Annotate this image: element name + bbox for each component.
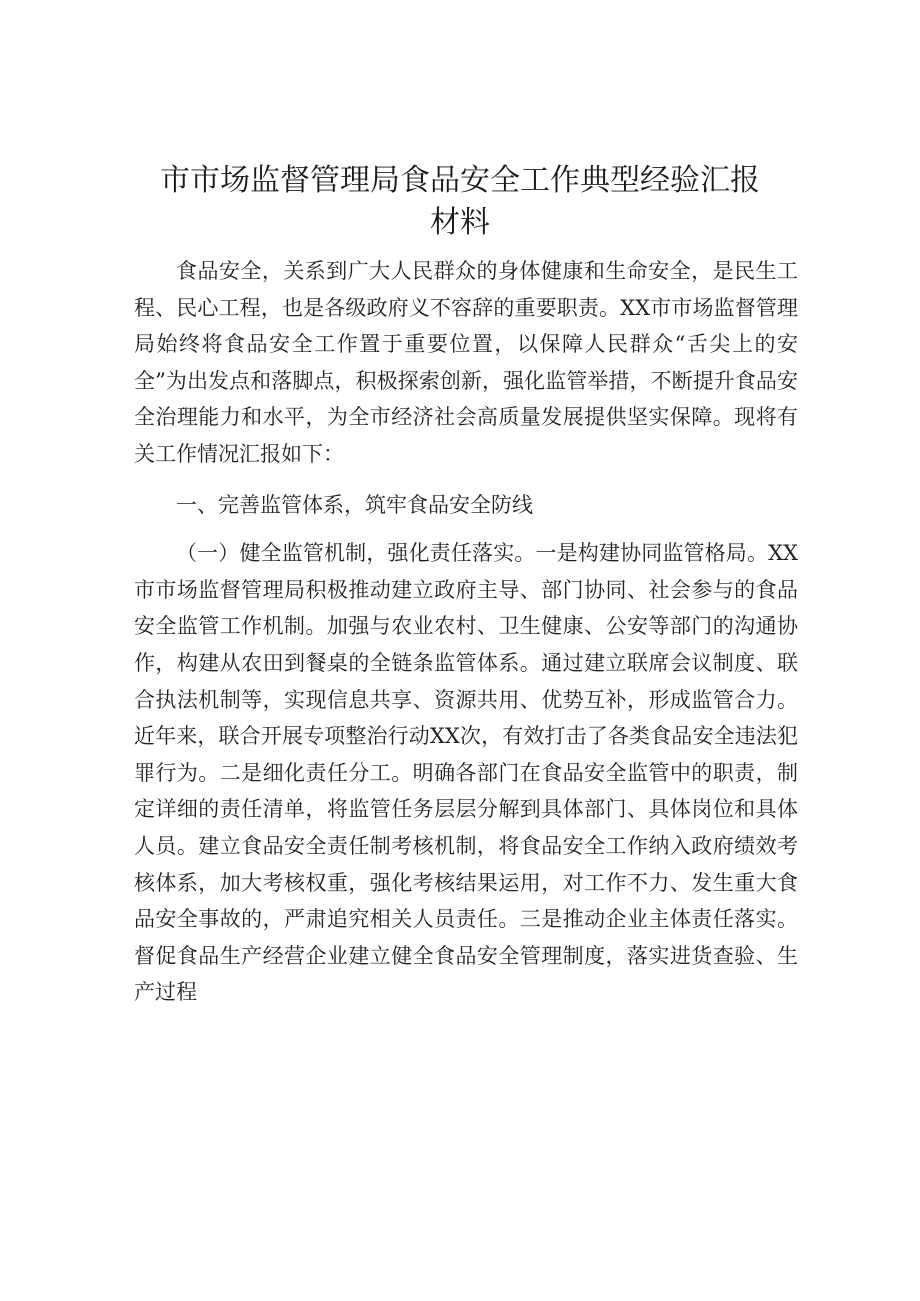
section-heading-1: 一、完善监管体系，筑牢食品安全防线	[176, 492, 533, 517]
title-line-1: 市市场监督管理局食品安全工作典型经验汇报	[160, 163, 760, 198]
subsection-paragraph-1: （一）健全监管机制，强化责任落实。一是构建协同监管格局。XX市市场监督管理局积极推动建立政府主导、部门协同、社会参与的食品安全监管工作机制。加强与农业农村、卫生健康、公安等部门的沟通协作，构建从农田到餐桌的全链条监管体系。通过建立联席会议制度、联合执法机制等，实现信息共享、资源共用、优势互补，形成监管合力。近年来，联合开展专项整治行动XX次，有效打击了各类食品安全违法犯罪行为。二是细化责任分工。明确各部门在食品安全监管中的职责，制定详细的责任清单，将监管任务层层分解到具体部门、具体岗位和具体人员。建立食品安全责任制考核机制，将食品安全工作纳入政府绩效考核体系，加大考核权重，强化考核结果运用，对工作不力、发生重大食品安全事故的，严肃追究相关人员责任。三是推动企业主体责任落实。督促食品生产经营企业建立健全食品安全管理制度，落实进货查验、生产过程	[134, 541, 798, 1005]
document-title	[0, 160, 920, 244]
title-line-2: 材料	[430, 205, 490, 240]
document-body	[134, 253, 798, 1011]
intro-paragraph: 食品安全，关系到广大人民群众的身体健康和生命安全，是民生工程、民心工程，也是各级政府义不容辞的重要职责。XX市市场监督管理局始终将食品安全工作置于重要位置，以保障人民群众“舌尖上的安全”为出发点和落脚点，积极探索创新，强化监管举措，不断提升食品安全治理能力和水平，为全市经济社会高质量发展提供坚实保障。现将有关工作情况汇报如下：	[134, 259, 798, 466]
